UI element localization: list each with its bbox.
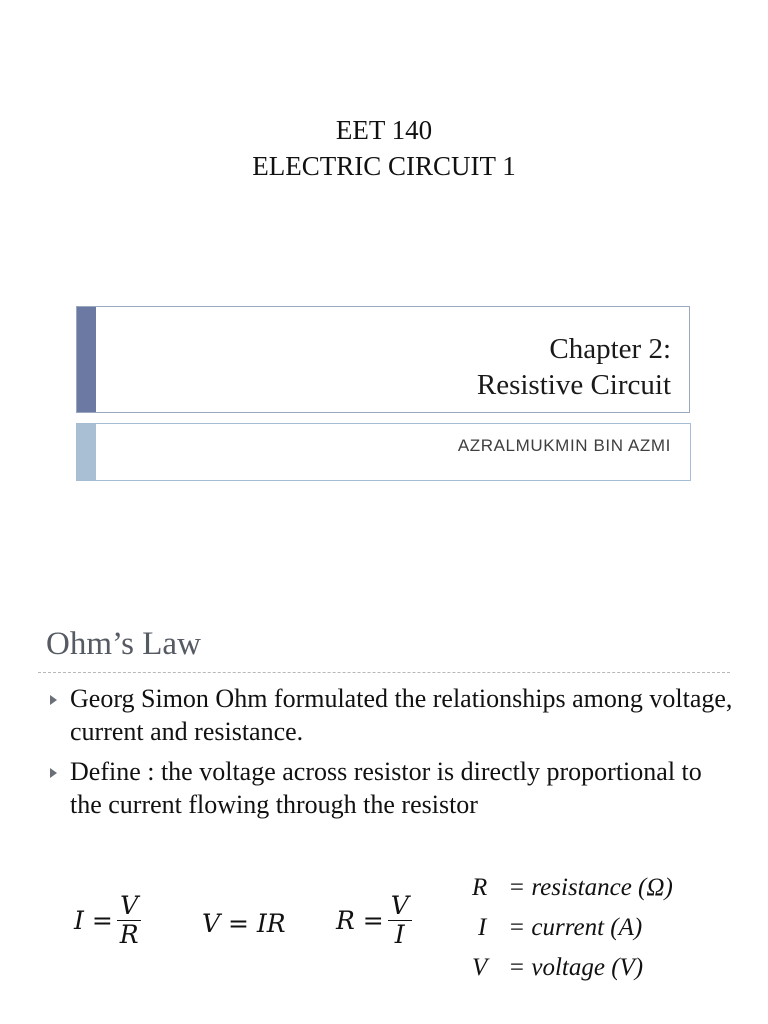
legend-text: = voltage (V) (508, 954, 644, 981)
bullet-list (48, 682, 738, 828)
fraction-denominator: R (119, 920, 139, 949)
author-accent-bar (77, 424, 96, 480)
bullet-text: Define : the voltage across resistor is directly proportional to the current flowing through the resistor (70, 757, 702, 819)
variable-legend (472, 868, 673, 988)
bullet-arrow-icon (50, 695, 57, 705)
chapter-title (477, 331, 671, 403)
chapter-number: Chapter 2: (549, 333, 671, 365)
equation-voltage (202, 909, 286, 938)
legend-row (472, 908, 673, 948)
author-box (76, 423, 691, 481)
list-item (48, 682, 738, 748)
fraction-numerator: V (388, 892, 412, 921)
legend-row (472, 948, 673, 988)
legend-text: = resistance (Ω) (508, 874, 673, 901)
slide-heading: Ohm’s Law (46, 626, 201, 662)
legend-text: = current (A) (508, 914, 643, 941)
ohms-law-slide (0, 600, 768, 1024)
equation-resistance (336, 892, 412, 949)
fraction (117, 892, 142, 949)
legend-symbol: R (472, 874, 488, 901)
author-name: AZRALMUKMIN BIN AZMI (457, 436, 671, 455)
equation-current (74, 892, 142, 949)
fraction-numerator: V (117, 892, 141, 921)
equation-text: V = IR (202, 909, 286, 938)
equation-lhs: R = (336, 906, 384, 935)
course-code: EET 140 (335, 115, 433, 145)
title-accent-bar (77, 307, 96, 412)
fraction-denominator: I (394, 920, 405, 949)
chapter-name: Resistive Circuit (476, 369, 671, 401)
course-header (0, 112, 768, 184)
legend-symbol: V (472, 954, 488, 981)
chapter-title-box (76, 306, 690, 413)
equation-lhs: I = (74, 906, 113, 935)
fraction (388, 892, 412, 949)
course-name: ELECTRIC CIRCUIT 1 (252, 151, 516, 181)
heading-divider (38, 672, 730, 673)
legend-row (472, 868, 673, 908)
bullet-text: Georg Simon Ohm formulated the relationships among voltage, current and resistance. (70, 684, 733, 746)
list-item (48, 755, 738, 821)
legend-symbol: I (478, 914, 487, 941)
bullet-arrow-icon (50, 768, 57, 778)
